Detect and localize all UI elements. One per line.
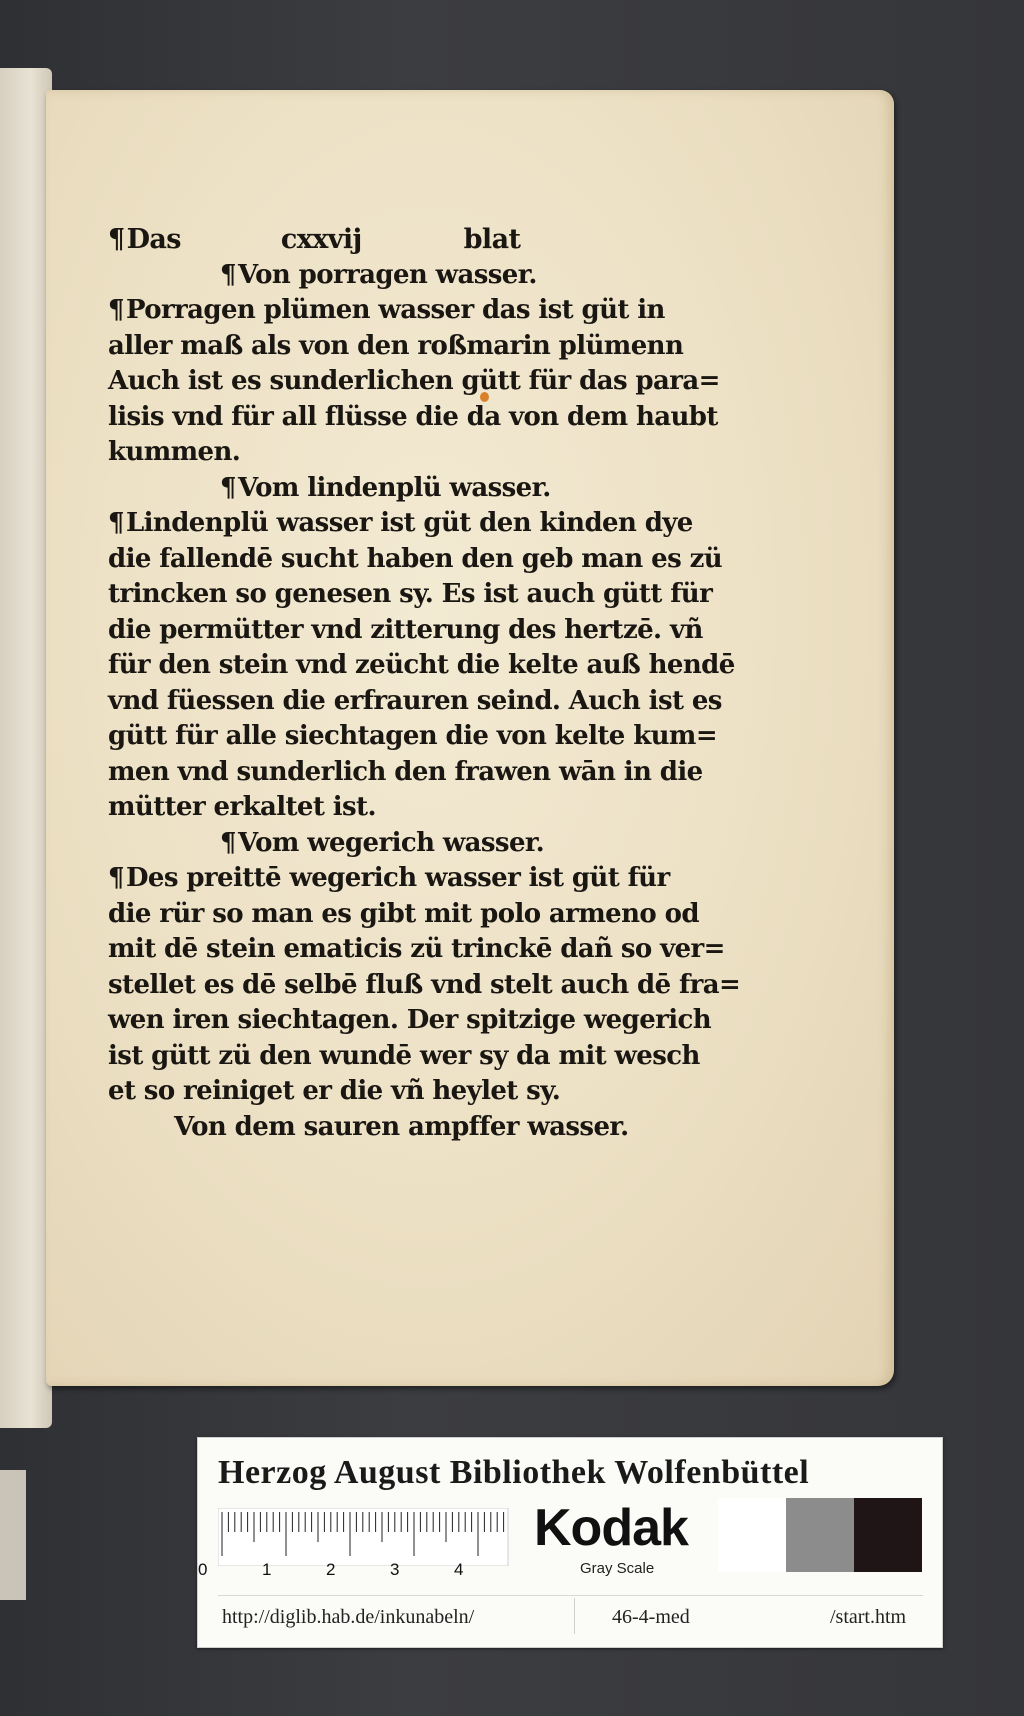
section-heading: [108, 1110, 708, 1146]
line-text: für den stein vnd zeücht die kelte auß hendē: [108, 650, 735, 680]
gray-scale-label: Gray Scale: [580, 1560, 655, 1577]
line-text: Von porragen wasser.: [237, 259, 537, 290]
line-text: stellet es dē selbē fluß vnd stelt auch dē fra=: [108, 969, 741, 1000]
line-text: Lindenplü wasser ist güt den kinden dye: [125, 508, 693, 538]
line-text: mütter erkaltet ist.: [108, 792, 376, 822]
page-text: [108, 222, 741, 1145]
pilcrow-mark: ¶: [220, 827, 236, 858]
text-line: [108, 684, 722, 720]
ruler-number: 0: [198, 1560, 208, 1579]
ruler-number: 4: [454, 1560, 464, 1579]
text-line: [108, 897, 708, 933]
card-divider: [218, 1595, 923, 1596]
gray-swatch: [854, 1498, 922, 1572]
text-line: [108, 400, 718, 436]
line-text: et so reiniget er die vñ heylet sy.: [108, 1076, 561, 1106]
text-line: [108, 861, 708, 897]
text-line: [108, 1074, 708, 1110]
line-text: Vom wegerich wasser.: [237, 827, 545, 858]
pilcrow-mark: ¶: [108, 863, 124, 893]
text-line: [108, 435, 708, 471]
ruler-number: 3: [390, 1560, 400, 1579]
line-text: mit dē stein ematicis zü trinckē dañ so ver=: [108, 934, 725, 964]
running-header: [108, 222, 708, 258]
section-heading: [108, 826, 708, 862]
text-line: [108, 542, 723, 578]
line-text: Des preittē wegerich wasser ist güt für: [125, 863, 670, 893]
line-text: Vom lindenplü wasser.: [237, 472, 551, 503]
pilcrow-mark: ¶: [108, 508, 124, 538]
gray-scale-swatches: [718, 1498, 922, 1572]
gray-swatch: [718, 1498, 786, 1572]
line-text: vnd füessen die erfrauren seind. Auch ist es: [108, 685, 722, 716]
text-line: [108, 329, 708, 365]
library-color-card: [197, 1437, 943, 1648]
folio-number: cxxvij: [280, 224, 362, 255]
line-text: aller maß als von den roßmarin plümenn: [108, 330, 684, 361]
line-text: ist gütt zü den wundē wer sy da mit wesch: [108, 1040, 700, 1071]
section-heading: [108, 471, 708, 507]
line-text: Von dem sauren ampffer wasser.: [174, 1111, 629, 1142]
pilcrow-mark: ¶: [220, 259, 236, 290]
text-line: [108, 968, 741, 1004]
ruler-number: 2: [326, 1560, 336, 1579]
text-line: [108, 790, 708, 826]
pilcrow-mark: ¶: [108, 224, 125, 255]
previous-page-edge: [0, 68, 52, 1428]
line-text: die fallendē sucht haben den geb man es zü: [108, 543, 723, 574]
text-line: [108, 755, 708, 791]
line-text: kummen.: [108, 437, 241, 467]
section-heading: [108, 258, 708, 294]
line-text: lisis vnd für all flüsse die da von dem haubt: [108, 401, 718, 432]
text-line: [108, 719, 718, 755]
kodak-logo: Kodak: [534, 1499, 688, 1557]
line-text: trincken so genesen sy. Es ist auch gütt für: [108, 579, 713, 609]
text-line: [108, 577, 713, 613]
text-line: [108, 293, 708, 329]
card-separator: [574, 1598, 575, 1634]
text-line: [108, 364, 720, 400]
text-line: [108, 1003, 712, 1039]
text-lines: [108, 258, 741, 1146]
text-line: [108, 506, 708, 542]
pilcrow-mark: ¶: [220, 472, 236, 503]
gray-swatch: [786, 1498, 854, 1572]
header-left: Das: [126, 224, 181, 255]
header-right: blat: [463, 224, 521, 255]
text-line: [108, 932, 725, 968]
text-line: [108, 613, 708, 649]
text-line: [108, 1039, 708, 1075]
line-text: Auch ist es sunderlichen gütt für das para=: [108, 366, 720, 396]
text-line: [108, 648, 735, 684]
pilcrow-mark: ¶: [108, 295, 124, 325]
line-text: die permütter vnd zitterung des hertzē. vñ: [108, 614, 703, 645]
line-text: Porragen plümen wasser das ist güt in: [125, 295, 665, 325]
line-text: gütt für alle siechtagen die von kelte kum=: [108, 721, 718, 751]
url-suffix: /start.htm: [830, 1606, 907, 1628]
ruler-scale: [218, 1508, 518, 1566]
spine-label: [0, 1470, 26, 1600]
line-text: wen iren siechtagen. Der spitzige wegerich: [108, 1005, 712, 1035]
line-text: die rür so man es gibt mit polo armeno od: [108, 898, 699, 929]
card-title: Herzog August Bibliothek Wolfenbüttel: [218, 1454, 810, 1491]
shelfmark: 46-4-med: [612, 1606, 690, 1628]
line-text: men vnd sunderlich den frawen wān in die: [108, 756, 703, 787]
ruler-number: 1: [262, 1560, 272, 1579]
url-base: http://diglib.hab.de/inkunabeln/: [222, 1606, 475, 1628]
